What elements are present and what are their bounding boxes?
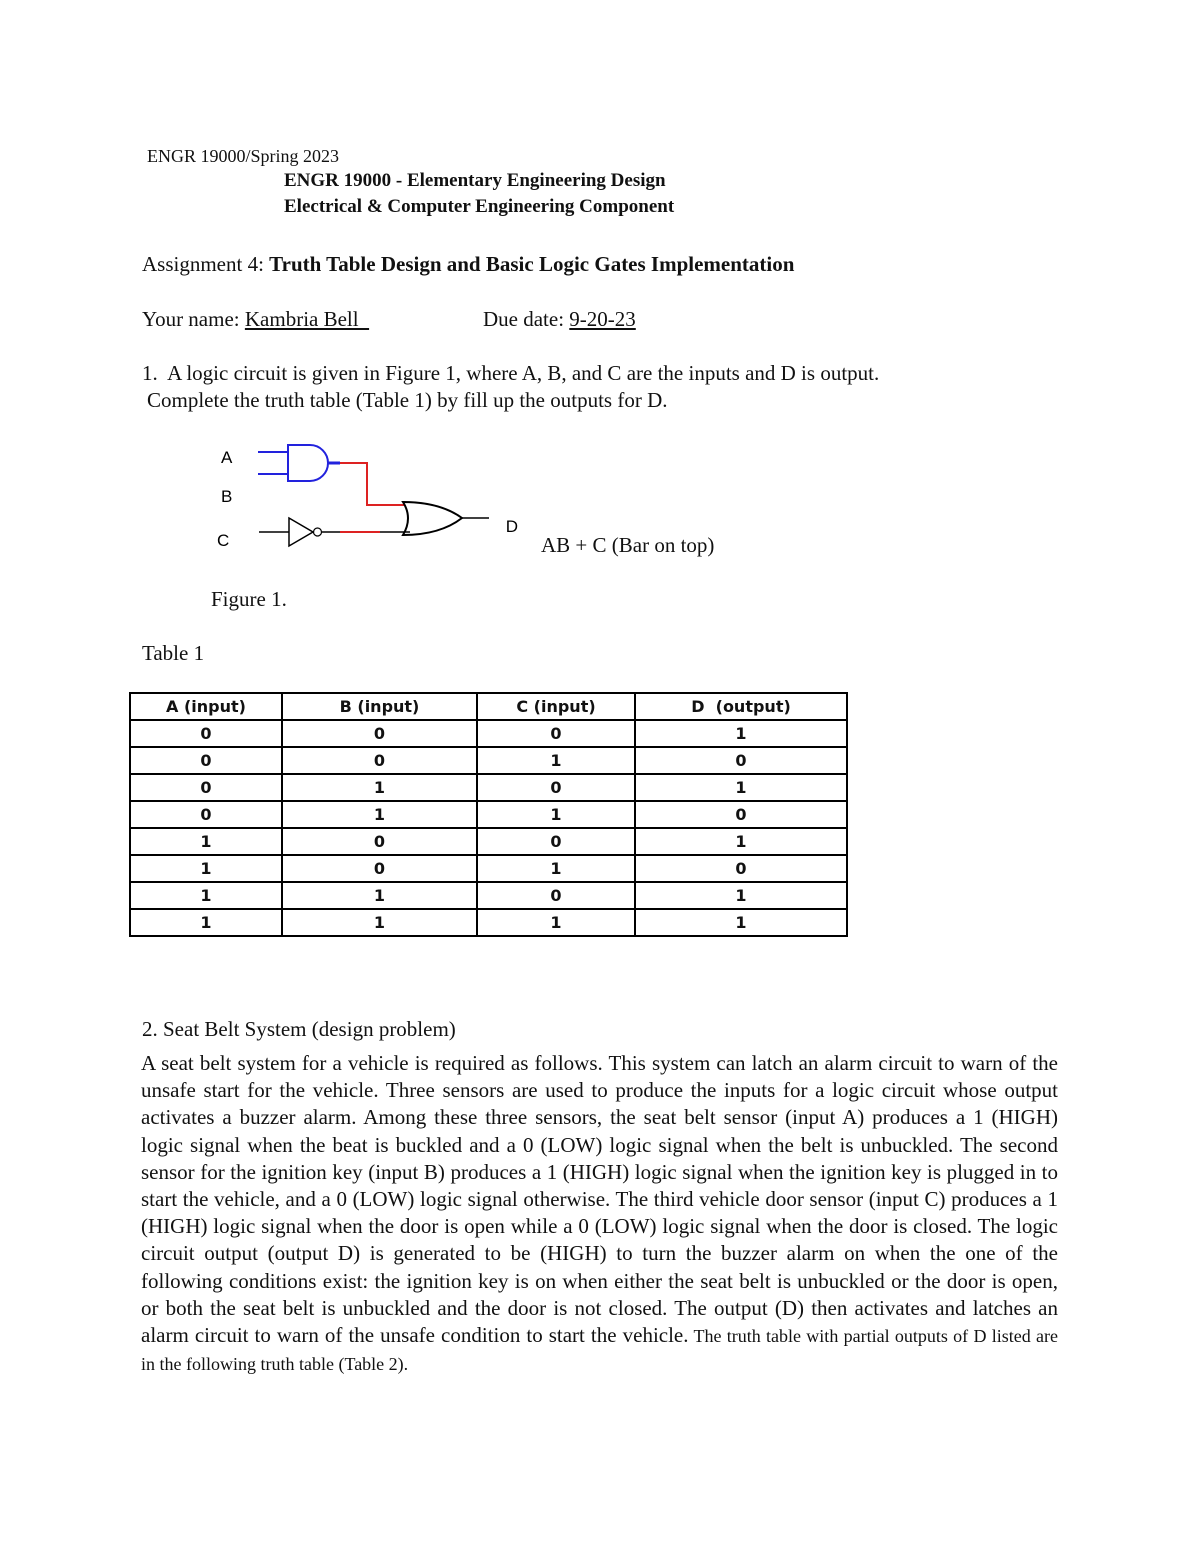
assignment-heading <box>142 252 794 277</box>
truth-table-1 <box>129 692 848 937</box>
question2-paragraph <box>141 1050 1058 1378</box>
cell-c: 0 <box>477 774 635 801</box>
cell-c: 1 <box>477 801 635 828</box>
question2-title: 2. Seat Belt System (design problem) <box>142 1017 456 1041</box>
cell-a: 0 <box>130 801 282 828</box>
due-value: 9-20-23 <box>569 307 636 331</box>
cell-c: 0 <box>477 882 635 909</box>
table-row <box>130 855 847 882</box>
assignment-label: Assignment 4: <box>142 252 270 276</box>
input-a-label: A <box>221 448 233 467</box>
cell-b: 1 <box>282 801 477 828</box>
cell-a: 1 <box>130 909 282 936</box>
cell-c: 0 <box>477 828 635 855</box>
cell-c: 1 <box>477 855 635 882</box>
table-caption: Table 1 <box>142 641 205 665</box>
cell-b: 0 <box>282 828 477 855</box>
input-c-label: C <box>217 531 230 550</box>
input-b-label: B <box>221 487 233 506</box>
not-gate <box>259 518 340 546</box>
course-title: ENGR 19000 - Elementary Engineering Design <box>284 170 666 191</box>
due-date-row <box>483 307 636 332</box>
cell-b: 1 <box>282 882 477 909</box>
cell-c: 1 <box>477 747 635 774</box>
table-row <box>130 774 847 801</box>
cell-d: 1 <box>635 774 847 801</box>
component-title: Electrical & Computer Engineering Component <box>284 196 675 217</box>
and-to-or-wire <box>340 463 405 505</box>
question2-tail: The truth table with partial outputs of D listed are in the following truth table (Table 2). <box>141 1326 1058 1375</box>
cell-d: 1 <box>635 882 847 909</box>
cell-a: 0 <box>130 774 282 801</box>
cell-b: 1 <box>282 909 477 936</box>
name-label: Your name: <box>142 307 245 331</box>
table-row <box>130 828 847 855</box>
assignment-title: Truth Table Design and Basic Logic Gates Implementation <box>269 252 795 276</box>
cell-d: 0 <box>635 801 847 828</box>
name-value: Kambria Bell <box>244 307 370 331</box>
cell-b: 0 <box>282 747 477 774</box>
cell-d: 0 <box>635 855 847 882</box>
question2-body: A seat belt system for a vehicle is required as follows. This system can latch an alarm circuit to warn of the unsafe start for the vehicle. Three sensors are used to produce the inputs for a logic circuit whose output activates a buzzer alarm. Among these three sensors, the seat belt sensor (input A) produces a 1 (HIGH) logic signal when the beat is buckled and a 0 (LOW) logic signal when the belt is unbuckled. The second sensor for the ignition key (input B) produces a 1 (HIGH) logic signal when the ignition key is plugged in to start the vehicle, and a 0 (LOW) logic signal otherwise. The third vehicle door sensor (input C) produces a 1 (HIGH) logic signal when the door is open while a 0 (LOW) logic signal when the door is closed. The logic circuit output (output D) is generated to be (HIGH) to turn the buzzer alarm on when the one of the following conditions exist: the ignition key is on when either the seat belt is unbuckled or the door is open, or both the seat belt is unbuckled and the door is not closed. The output (D) then activates and latches an alarm circuit to warn of the unsafe condition to start the vehicle. <box>141 1051 1058 1348</box>
due-label: Due date: <box>483 307 570 331</box>
cell-d: 1 <box>635 909 847 936</box>
output-d-label: D <box>505 517 518 536</box>
cell-a: 1 <box>130 882 282 909</box>
cell-a: 1 <box>130 828 282 855</box>
or-gate <box>403 502 489 535</box>
cell-d: 0 <box>635 747 847 774</box>
header-d: D (output) <box>635 693 847 720</box>
cell-d: 1 <box>635 828 847 855</box>
table-row <box>130 720 847 747</box>
cell-a: 0 <box>130 720 282 747</box>
cell-c: 0 <box>477 720 635 747</box>
figure-caption: Figure 1. <box>211 587 287 611</box>
table-row <box>130 801 847 828</box>
question1-line1: 1. A logic circuit is given in Figure 1, where A, B, and C are the inputs and D is output. <box>142 361 880 385</box>
boolean-expression: AB + C (Bar on top) <box>541 533 715 557</box>
table-header-row <box>130 693 847 720</box>
course-term-header: ENGR 19000/Spring 2023 <box>147 146 340 166</box>
cell-b: 0 <box>282 720 477 747</box>
header-b: B (input) <box>282 693 477 720</box>
cell-a: 1 <box>130 855 282 882</box>
question1-line2: Complete the truth table (Table 1) by fill up the outputs for D. <box>147 388 668 412</box>
table-row <box>130 747 847 774</box>
cell-b: 0 <box>282 855 477 882</box>
table-row <box>130 882 847 909</box>
and-gate <box>258 445 340 481</box>
cell-c: 1 <box>477 909 635 936</box>
cell-b: 1 <box>282 774 477 801</box>
logic-circuit-diagram <box>200 430 520 560</box>
student-name-row <box>142 307 369 332</box>
header-c: C (input) <box>477 693 635 720</box>
table-row <box>130 909 847 936</box>
cell-a: 0 <box>130 747 282 774</box>
cell-d: 1 <box>635 720 847 747</box>
header-a: A (input) <box>130 693 282 720</box>
